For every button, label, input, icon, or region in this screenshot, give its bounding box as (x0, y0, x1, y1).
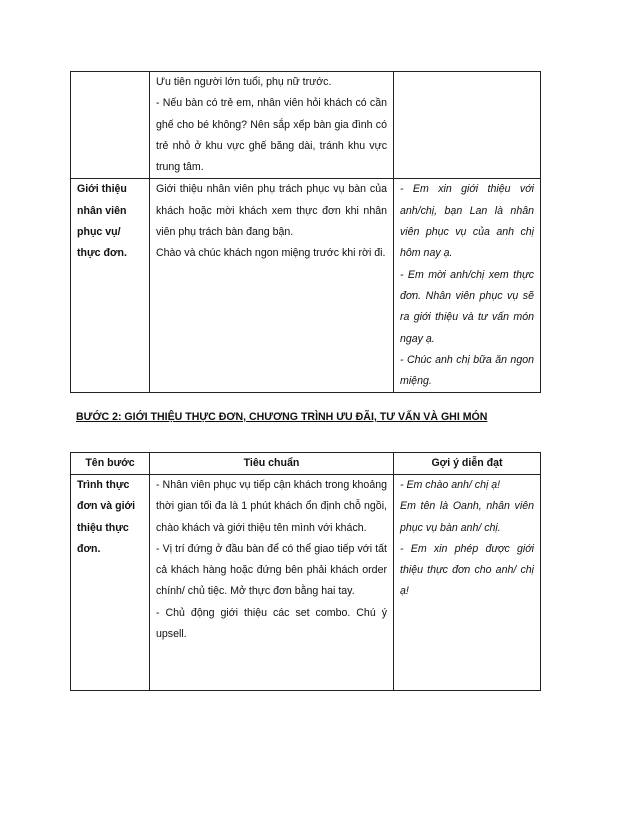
table-step-1-continued (70, 71, 541, 393)
suggestion-line: - Em xin phép được giới thiệu thực đơn cho anh/ chị ạ! (400, 542, 534, 598)
criteria-cell (150, 72, 394, 179)
suggestion-cell (394, 179, 541, 393)
criteria-cell (150, 179, 394, 393)
table-row (71, 72, 541, 179)
suggestion-line: - Chúc anh chị bữa ăn ngon miệng. (400, 353, 534, 388)
suggestion-line: Em tên là Oanh, nhân viên phục vụ bàn anh/ chị. (400, 500, 534, 534)
section-heading: BƯỚC 2: GIỚI THIỆU THỰC ĐƠN, CHƯƠNG TRÌNH ƯU ĐÃI, TƯ VẤN VÀ GHI MÓN (76, 411, 488, 423)
suggestion-cell (394, 72, 541, 179)
table-row (71, 179, 541, 393)
suggestion-line: - Em chào anh/ chị ạ! (400, 479, 501, 491)
criteria-line: Giới thiệu nhân viên phụ trách phục vụ bàn của khách hoặc mời khách xem thực đơn khi nhân viên phụ trách bàn đang bận. (156, 183, 387, 239)
criteria-line: - Vị trí đứng ở đầu bàn để có thể giao tiếp với tất cả khách hàng hoặc đứng bên phải khách order chính/ chủ tiệc. Mở thực đơn bằng hai tay. (156, 542, 387, 598)
suggestion-line: - Em xin giới thiệu với anh/chị, bạn Lan là nhân viên phục vụ của anh chị hôm nay ạ. (400, 183, 534, 260)
table-step-2 (70, 452, 541, 691)
criteria-line: - Chủ động giới thiệu các set combo. Chú ý upsell. (156, 606, 387, 641)
table-row (71, 475, 541, 691)
criteria-cell (150, 475, 394, 691)
step-name-cell: Giới thiệu nhân viên phục vụ/ thực đơn. (71, 179, 150, 393)
column-header: Tên bước (71, 453, 150, 475)
suggestion-cell (394, 475, 541, 691)
criteria-line: Chào và chúc khách ngon miệng trước khi rời đi. (156, 247, 386, 260)
criteria-line: - Nếu bàn có trẻ em, nhân viên hỏi khách có cần ghế cho bé không? Nên sắp xếp bàn gia đình có trẻ nhỏ ở khu vực ghế băng dài, tránh khu vực trung tâm. (156, 97, 387, 174)
step-name-cell: Trình thực đơn và giới thiệu thực đơn. (71, 475, 150, 691)
step-name-cell (71, 72, 150, 179)
table-header-row (71, 453, 541, 475)
criteria-line: Ưu tiên người lớn tuổi, phụ nữ trước. (156, 76, 332, 88)
column-header: Gợi ý diễn đạt (394, 453, 541, 475)
column-header: Tiêu chuẩn (150, 453, 394, 475)
criteria-line: - Nhân viên phục vụ tiếp cận khách trong khoảng thời gian tối đa là 1 phút khách ổn định chỗ ngồi, chào khách và giới thiệu tên mình với khách. (156, 479, 387, 534)
suggestion-line: - Em mời anh/chị xem thực đơn. Nhân viên phục vụ sẽ ra giới thiệu và tư vấn món ngay ạ. (400, 268, 534, 345)
